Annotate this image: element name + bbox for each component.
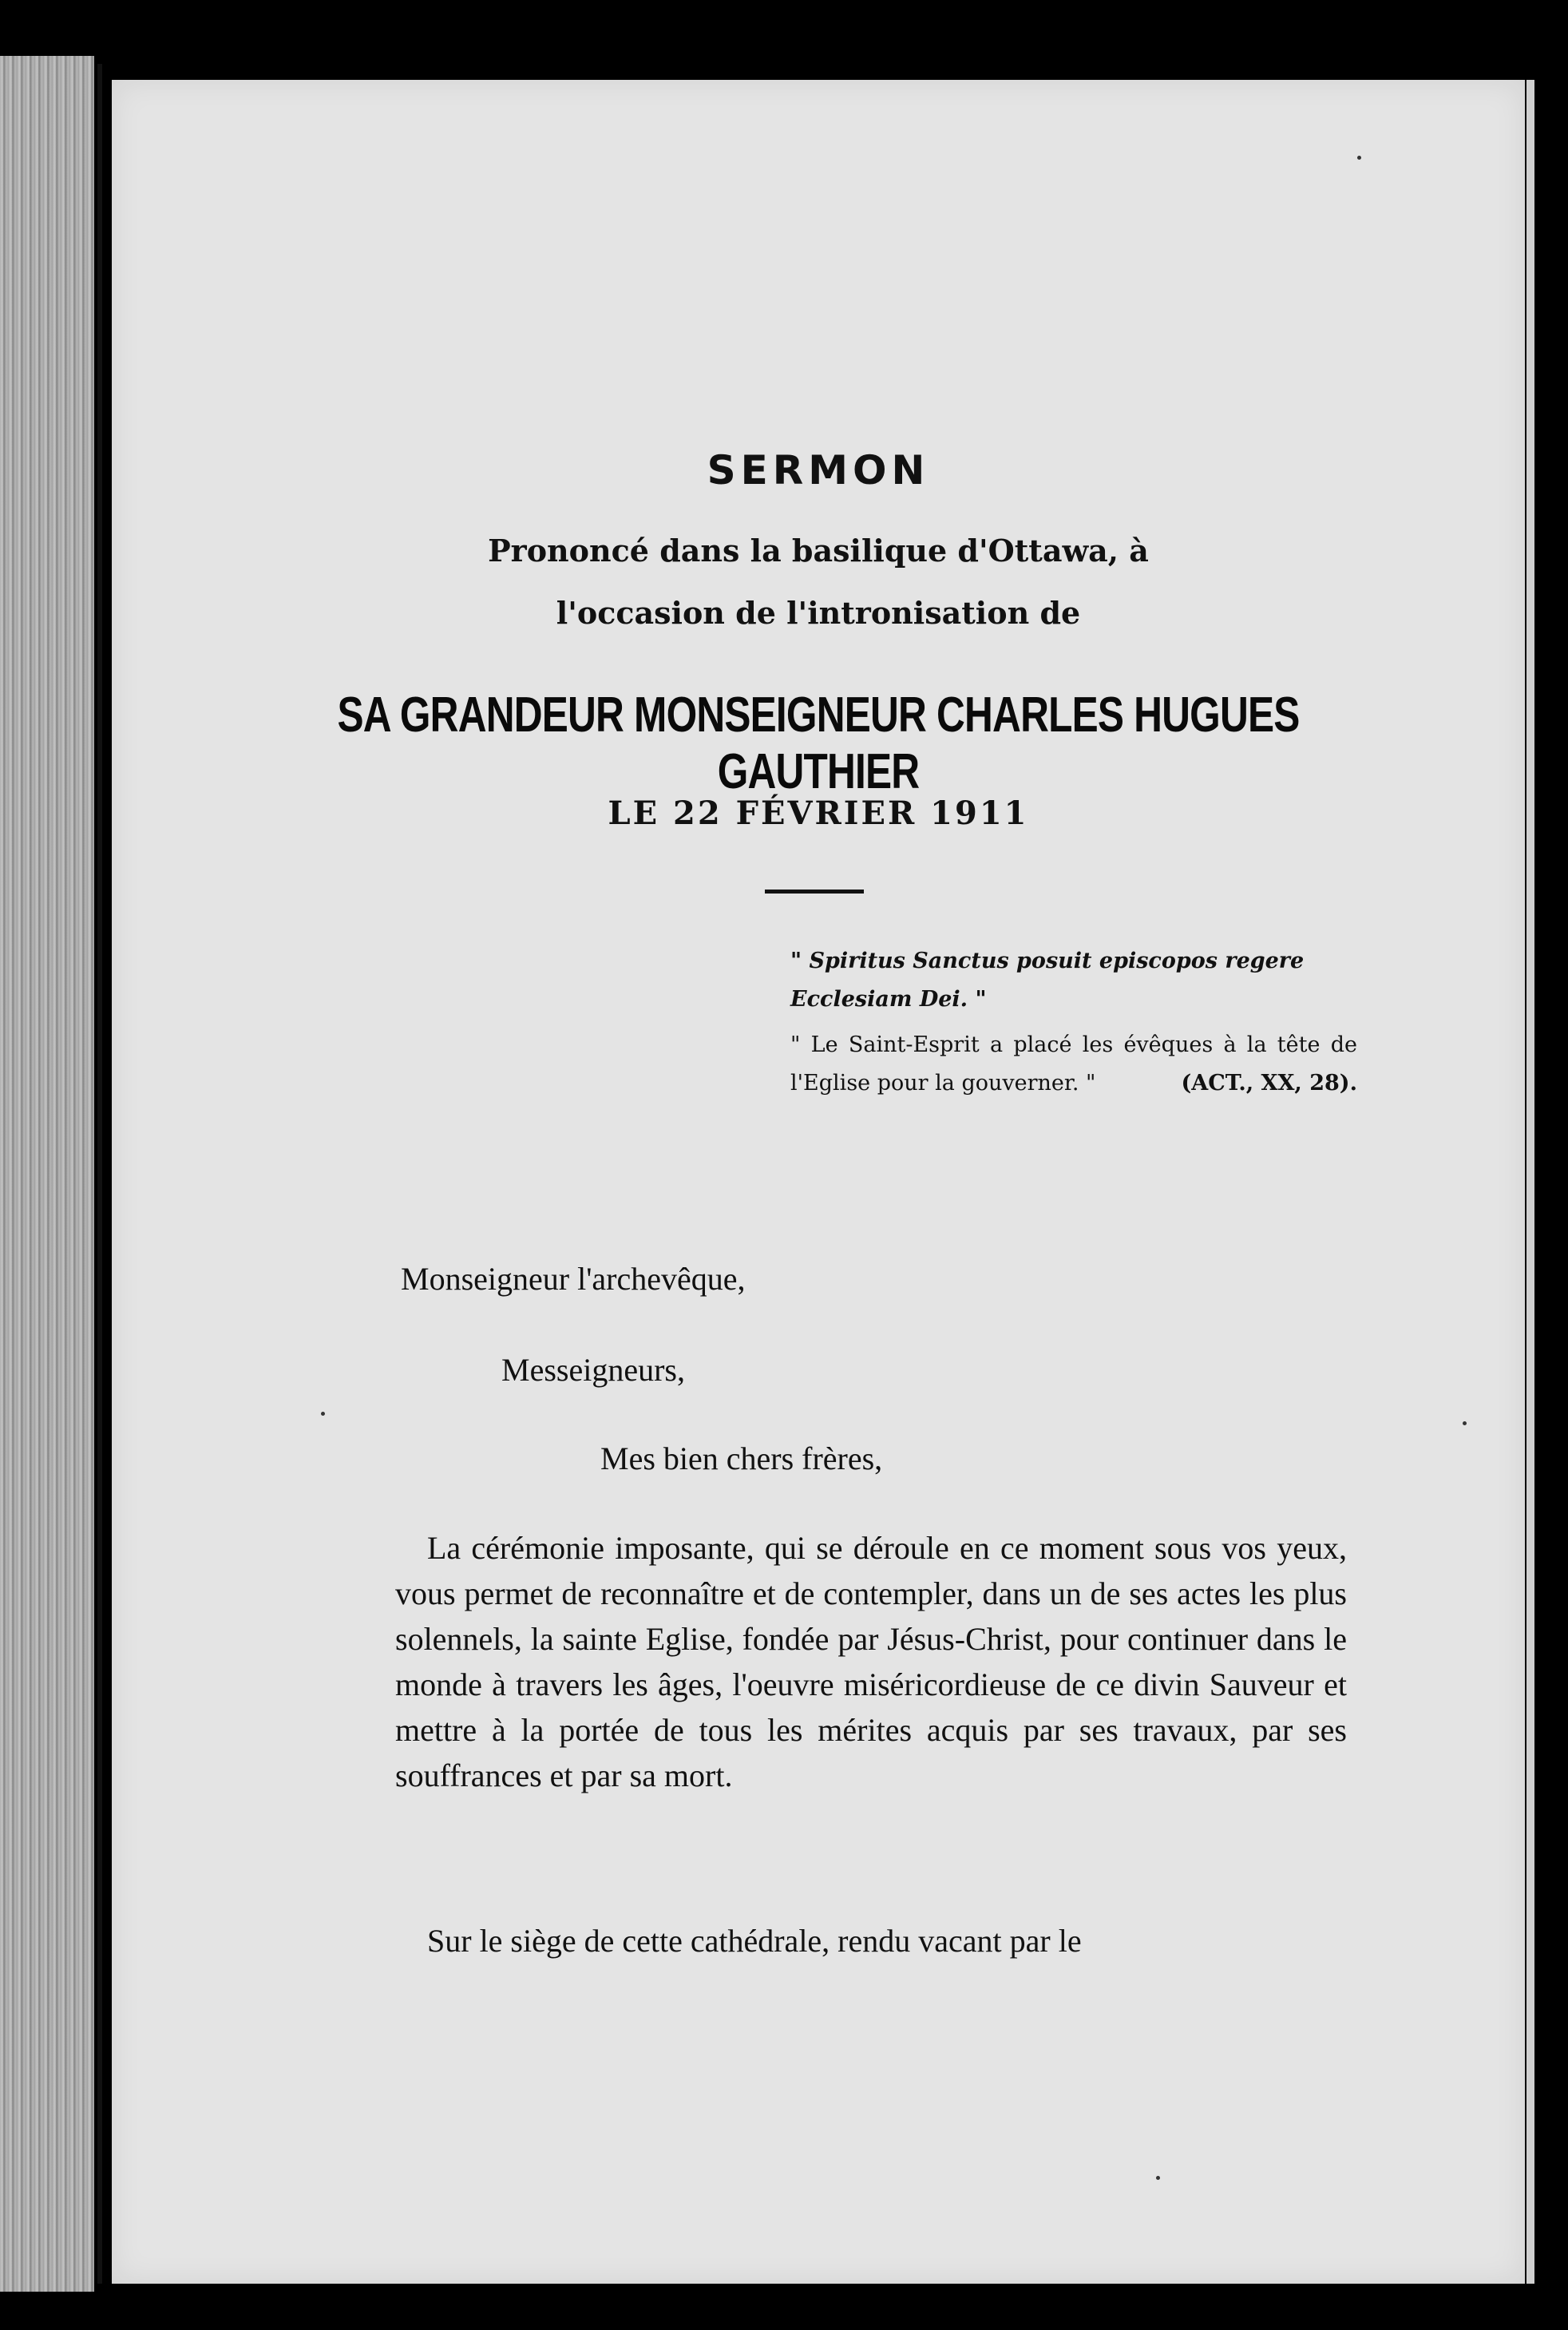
paragraph-2: Sur le siège de cette cathédrale, rendu vacant par le bbox=[427, 1923, 1082, 1959]
page-edge bbox=[1526, 80, 1534, 2284]
divider-rule bbox=[765, 890, 864, 894]
document-page bbox=[112, 80, 1525, 2284]
salutation-bishops: Messeigneurs, bbox=[501, 1352, 685, 1388]
salutation-brothers: Mes bien chers frères, bbox=[600, 1440, 883, 1476]
honoree-name: SA GRANDEUR MONSEIGNEUR CHARLES HUGUES GAUTHIER bbox=[337, 688, 1300, 799]
paragraph-1: La cérémonie imposante, qui se déroule en ce moment sous vos yeux, vous permet de reconnaître et de contempler, dans un de ses actes les plus solennels, la sainte Eglise, fondée par Jésus-Christ, pour continuer dans le monde à travers les âges, l'oeuvre miséricordieuse de ce divin Sauveur et mettre à la portée de tous les mérites acquis par ses travaux, par ses souffrances et par sa mort. bbox=[395, 1530, 1347, 1793]
occasion-line-1: Prononcé dans la basilique d'Ottawa, à bbox=[488, 533, 1149, 569]
epigraph-latin: " Spiritus Sanctus posuit episcopos regere Ecclesiam Dei. " bbox=[790, 949, 1305, 1012]
scan-speck bbox=[1463, 1421, 1467, 1425]
salutation-archbishop: Monseigneur l'archevêque, bbox=[401, 1261, 746, 1297]
sermon-date: LE 22 FÉVRIER 1911 bbox=[608, 794, 1029, 832]
scan-speck bbox=[1156, 2176, 1160, 2180]
occasion-line-2: l'occasion de l'intronisation de bbox=[556, 595, 1081, 631]
scan-speck bbox=[321, 1412, 325, 1416]
epigraph-citation: (ACT., XX, 28). bbox=[1181, 1071, 1357, 1096]
scan-speck bbox=[1357, 156, 1361, 160]
document-title: SERMON bbox=[707, 447, 930, 493]
book-spine bbox=[0, 56, 94, 2292]
gutter-shadow bbox=[97, 64, 102, 2284]
epigraph-french bbox=[790, 1026, 1357, 1103]
epigraph-french-text: " Le Saint-Esprit a placé les évêques à la tête de l'Eglise pour la gouverner. " bbox=[790, 1032, 1357, 1096]
